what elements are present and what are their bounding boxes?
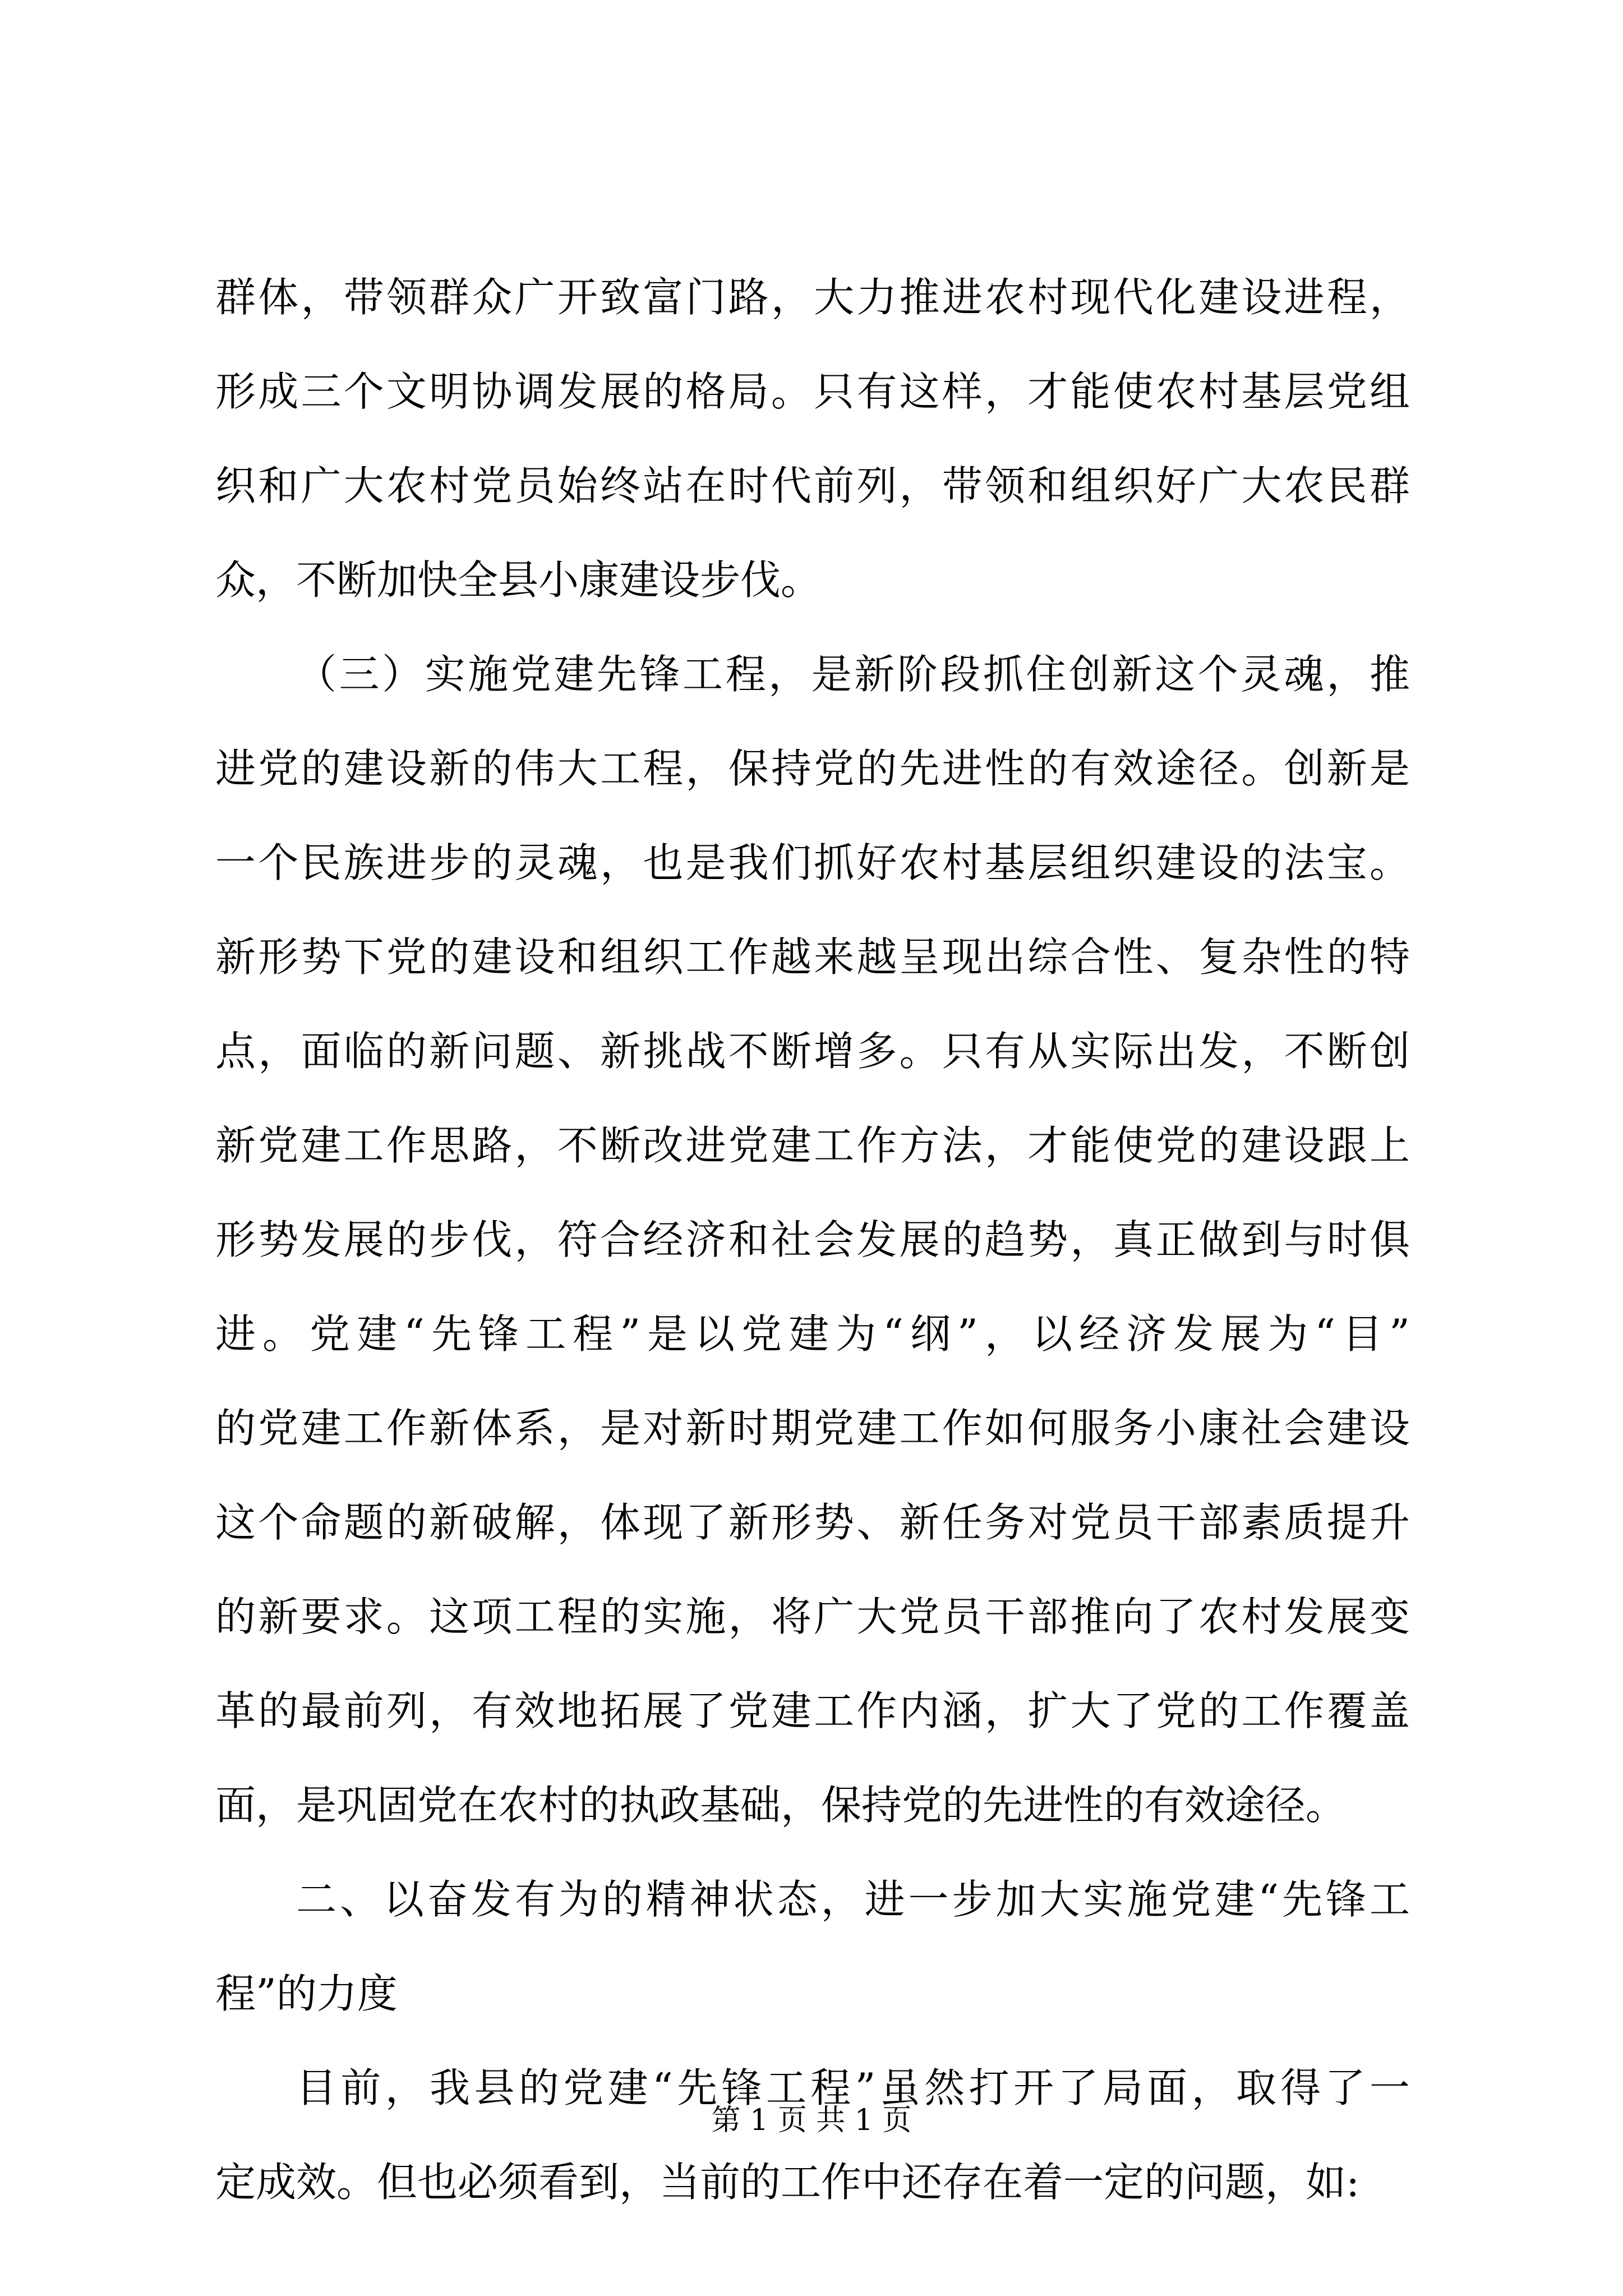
text-line: 形成三个文明协调发展的格局。只有这样，才能使农村基层党组: [215, 368, 1410, 415]
text-line: 织和广大农村党员始终站在时代前列，带领和组织好广大农民群: [215, 462, 1410, 509]
text-line: 形势发展的步伐，符合经济和社会发展的趋势，真正做到与时俱: [215, 1216, 1410, 1263]
text-line: 新形势下党的建设和组织工作越来越呈现出综合性、复杂性的特: [215, 933, 1410, 981]
page-footer: 第 1 页 共 1 页: [711, 2104, 912, 2137]
text-line: 革的最前列，有效地拓展了党建工作内涵，扩大了党的工作覆盖: [215, 1687, 1410, 1734]
text-line: 新党建工作思路，不断改进党建工作方法，才能使党的建设跟上: [215, 1122, 1410, 1169]
text-line: 进党的建设新的伟大工程，保持党的先进性的有效途径。创新是: [215, 745, 1410, 792]
text-line: （三）实施党建先锋工程，是新阶段抓住创新这个灵魂，推: [296, 651, 1410, 698]
section-heading-line: 二、以奋发有为的精神状态，进一步加大实施党建“先锋工: [296, 1876, 1410, 1923]
text-line: 这个命题的新破解，体现了新形势、新任务对党员干部素质提升: [215, 1499, 1410, 1546]
text-line: 的新要求。这项工程的实施，将广大党员干部推向了农村发展变: [215, 1593, 1410, 1640]
section-heading-line: 程”的力度: [215, 1970, 398, 2017]
text-line: 进。党建“先锋工程”是以党建为“纲”，以经济发展为“目”: [215, 1310, 1410, 1358]
text-line: 点，面临的新问题、新挑战不断增多。只有从实际出发，不断创: [215, 1028, 1410, 1075]
text-line: 面，是巩固党在农村的执政基础，保持党的先进性的有效途径。: [215, 1782, 1347, 1829]
text-line: 群体，带领群众广开致富门路，大力推进农村现代化建设进程，: [215, 274, 1410, 321]
text-line: 目前，我县的党建“先锋工程”虽然打开了局面，取得了一: [296, 2064, 1410, 2111]
text-line: 定成效。但也必须看到，当前的工作中还存在着一定的问题，如:: [215, 2159, 1360, 2206]
text-line: 众，不断加快全县小康建设步伐。: [215, 556, 822, 604]
body-text: [215, 250, 1410, 2229]
text-line: 一个民族进步的灵魂，也是我们抓好农村基层组织建设的法宝。: [215, 839, 1410, 886]
text-line: 的党建工作新体系，是对新时期党建工作如何服务小康社会建设: [215, 1405, 1410, 1452]
